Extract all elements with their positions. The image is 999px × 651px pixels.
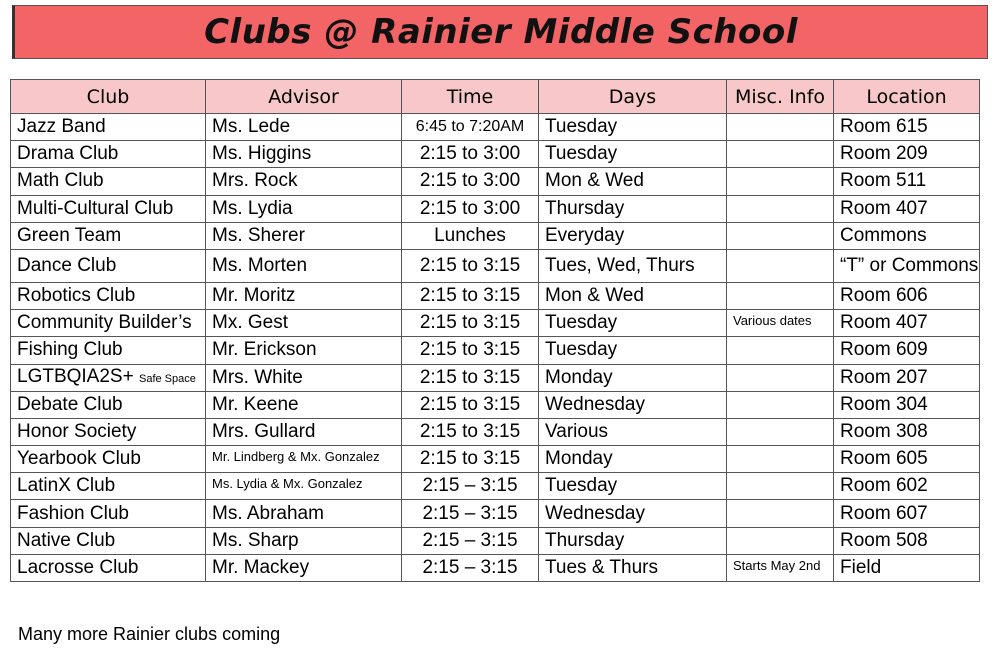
club-cell bbox=[11, 141, 206, 168]
table-row bbox=[11, 195, 980, 222]
advisor-cell bbox=[206, 391, 402, 418]
days-cell bbox=[539, 249, 727, 282]
misc-cell bbox=[727, 249, 834, 282]
advisor-cell bbox=[206, 418, 402, 445]
table-row bbox=[11, 418, 980, 445]
days-cell-text: Everyday bbox=[545, 224, 625, 246]
advisor-cell-text: Ms. Lede bbox=[212, 116, 291, 138]
club-cell bbox=[11, 310, 206, 337]
days-cell bbox=[539, 500, 727, 527]
advisor-cell bbox=[206, 337, 402, 364]
days-cell bbox=[539, 310, 727, 337]
days-cell-text: Monday bbox=[545, 448, 613, 470]
location-cell bbox=[834, 418, 980, 445]
days-cell-text: Mon & Wed bbox=[545, 285, 644, 307]
misc-cell-text: Various dates bbox=[733, 313, 812, 329]
club-cell-text: LatinX Club bbox=[17, 475, 116, 497]
header-row bbox=[11, 80, 980, 114]
time-cell bbox=[402, 249, 539, 282]
club-cell bbox=[11, 222, 206, 249]
club-cell-text: Jazz Band bbox=[17, 116, 106, 138]
advisor-cell bbox=[206, 554, 402, 581]
advisor-cell-text: Ms. Abraham bbox=[212, 502, 324, 524]
misc-cell bbox=[727, 114, 834, 141]
days-cell bbox=[539, 473, 727, 500]
location-cell bbox=[834, 114, 980, 141]
days-cell-text: Thursday bbox=[545, 529, 625, 551]
location-cell bbox=[834, 310, 980, 337]
advisor-cell-text: Mx. Gest bbox=[212, 312, 289, 334]
location-cell bbox=[834, 168, 980, 195]
advisor-cell bbox=[206, 195, 402, 222]
location-cell bbox=[834, 337, 980, 364]
time-cell-text: 2:15 to 3:15 bbox=[419, 420, 521, 442]
table-row bbox=[11, 222, 980, 249]
time-cell-text: Lunches bbox=[434, 224, 506, 246]
days-cell bbox=[539, 418, 727, 445]
time-cell bbox=[402, 446, 539, 473]
time-cell bbox=[402, 195, 539, 222]
column-header-club: Club bbox=[11, 80, 206, 114]
footer-note: Many more Rainier clubs coming bbox=[18, 624, 281, 644]
misc-cell bbox=[727, 364, 834, 391]
location-cell bbox=[834, 391, 980, 418]
advisor-cell-text: Mr. Moritz bbox=[212, 285, 296, 307]
days-cell-text: Tuesday bbox=[545, 475, 618, 497]
table-row bbox=[11, 141, 980, 168]
misc-cell bbox=[727, 310, 834, 337]
misc-cell bbox=[727, 473, 834, 500]
misc-cell bbox=[727, 141, 834, 168]
location-cell-text: Room 602 bbox=[840, 475, 928, 497]
advisor-cell-text: Ms. Morten bbox=[212, 254, 308, 276]
time-cell-text: 2:15 to 3:00 bbox=[419, 197, 521, 219]
location-cell-text: Room 511 bbox=[840, 170, 927, 192]
club-cell-text: Robotics Club bbox=[17, 285, 136, 307]
days-cell bbox=[539, 168, 727, 195]
table-row bbox=[11, 500, 980, 527]
location-cell-text: “T” or Commons bbox=[840, 254, 979, 276]
location-cell bbox=[834, 282, 980, 309]
time-cell-text: 2:15 – 3:15 bbox=[422, 475, 518, 497]
location-cell-text: Room 508 bbox=[840, 529, 928, 551]
days-cell-text: Monday bbox=[545, 366, 613, 388]
club-cell-text: Community Builder’s bbox=[17, 312, 192, 334]
advisor-cell bbox=[206, 141, 402, 168]
location-cell-text: Room 207 bbox=[840, 366, 928, 388]
club-cell-text: Green Team bbox=[17, 224, 122, 246]
misc-cell bbox=[727, 337, 834, 364]
days-cell-text: Tues, Wed, Thurs bbox=[545, 254, 695, 276]
days-cell bbox=[539, 364, 727, 391]
location-cell-text: Room 605 bbox=[840, 448, 928, 470]
advisor-cell-text: Mrs. White bbox=[212, 366, 303, 388]
time-cell bbox=[402, 391, 539, 418]
advisor-cell-text: Mrs. Rock bbox=[212, 170, 298, 192]
time-cell bbox=[402, 364, 539, 391]
location-cell bbox=[834, 500, 980, 527]
location-cell bbox=[834, 554, 980, 581]
location-cell-text: Room 607 bbox=[840, 502, 928, 524]
column-header-days: Days bbox=[539, 80, 727, 114]
location-cell-text: Room 308 bbox=[840, 420, 928, 442]
time-cell bbox=[402, 418, 539, 445]
location-cell-text: Commons bbox=[840, 224, 927, 246]
days-cell bbox=[539, 337, 727, 364]
advisor-cell bbox=[206, 500, 402, 527]
column-header-time: Time bbox=[402, 80, 539, 114]
misc-cell bbox=[727, 391, 834, 418]
table-row bbox=[11, 282, 980, 309]
misc-cell bbox=[727, 195, 834, 222]
club-cell-text: Math Club bbox=[17, 170, 104, 192]
club-cell-text: Drama Club bbox=[17, 143, 119, 165]
advisor-cell bbox=[206, 446, 402, 473]
days-cell bbox=[539, 222, 727, 249]
club-cell-text: Lacrosse Club bbox=[17, 556, 139, 578]
club-tag: Safe Space bbox=[138, 372, 196, 385]
club-cell bbox=[11, 195, 206, 222]
club-cell bbox=[11, 282, 206, 309]
advisor-cell bbox=[206, 249, 402, 282]
days-cell-text: Tuesday bbox=[545, 116, 618, 138]
club-cell bbox=[11, 391, 206, 418]
misc-cell-text: Starts May 2nd bbox=[733, 557, 821, 573]
location-cell-text: Room 407 bbox=[840, 312, 928, 334]
misc-cell bbox=[727, 282, 834, 309]
time-cell bbox=[402, 473, 539, 500]
time-cell bbox=[402, 168, 539, 195]
club-cell-text: Fashion Club bbox=[17, 502, 129, 524]
misc-cell bbox=[727, 554, 834, 581]
club-cell-text: Honor Society bbox=[17, 420, 137, 442]
misc-cell bbox=[727, 222, 834, 249]
clubs-table bbox=[10, 79, 980, 582]
location-cell bbox=[834, 446, 980, 473]
time-cell bbox=[402, 114, 539, 141]
advisor-cell bbox=[206, 473, 402, 500]
days-cell bbox=[539, 114, 727, 141]
time-cell bbox=[402, 282, 539, 309]
misc-cell bbox=[727, 500, 834, 527]
location-cell-text: Room 407 bbox=[840, 197, 928, 219]
table-row bbox=[11, 249, 980, 282]
time-cell bbox=[402, 554, 539, 581]
days-cell-text: Thursday bbox=[545, 197, 625, 219]
days-cell bbox=[539, 391, 727, 418]
advisor-cell bbox=[206, 282, 402, 309]
advisor-cell-text: Ms. Higgins bbox=[212, 143, 312, 165]
time-cell-text: 2:15 to 3:15 bbox=[419, 448, 521, 470]
days-cell-text: Mon & Wed bbox=[545, 170, 644, 192]
time-cell bbox=[402, 141, 539, 168]
advisor-cell-text: Mrs. Gullard bbox=[212, 420, 316, 442]
club-cell bbox=[11, 114, 206, 141]
advisor-cell-text: Mr. Erickson bbox=[212, 339, 317, 361]
location-cell bbox=[834, 195, 980, 222]
advisor-cell bbox=[206, 527, 402, 554]
days-cell-text: Tuesday bbox=[545, 312, 618, 334]
club-cell bbox=[11, 249, 206, 282]
club-cell bbox=[11, 418, 206, 445]
advisor-cell bbox=[206, 364, 402, 391]
days-cell-text: Tuesday bbox=[545, 339, 618, 361]
time-cell bbox=[402, 222, 539, 249]
page-title: Clubs @ Rainier Middle School bbox=[204, 12, 798, 52]
days-cell bbox=[539, 141, 727, 168]
location-cell-text: Room 209 bbox=[840, 143, 928, 165]
location-cell bbox=[834, 473, 980, 500]
location-cell-text: Room 609 bbox=[840, 339, 928, 361]
table-row bbox=[11, 310, 980, 337]
club-cell bbox=[11, 446, 206, 473]
time-cell-text: 2:15 to 3:15 bbox=[419, 339, 521, 361]
advisor-cell-text: Mr. Mackey bbox=[212, 556, 310, 578]
column-header-location: Location bbox=[834, 80, 980, 114]
club-cell-text: Fishing Club bbox=[17, 339, 123, 361]
club-cell bbox=[11, 337, 206, 364]
time-cell bbox=[402, 500, 539, 527]
club-cell-text: Multi-Cultural Club bbox=[17, 197, 174, 219]
time-cell bbox=[402, 527, 539, 554]
time-cell-text: 2:15 to 3:00 bbox=[419, 170, 521, 192]
time-cell-text: 2:15 to 3:15 bbox=[419, 254, 521, 276]
location-cell bbox=[834, 222, 980, 249]
club-cell bbox=[11, 500, 206, 527]
days-cell bbox=[539, 554, 727, 581]
days-cell bbox=[539, 195, 727, 222]
advisor-cell bbox=[206, 222, 402, 249]
table-row bbox=[11, 554, 980, 581]
club-cell-text: Native Club bbox=[17, 529, 116, 551]
column-header-advisor: Advisor bbox=[206, 80, 402, 114]
club-cell-text: Debate Club bbox=[17, 393, 123, 415]
misc-cell bbox=[727, 446, 834, 473]
advisor-cell-text: Ms. Lydia bbox=[212, 197, 293, 219]
misc-cell bbox=[727, 527, 834, 554]
location-cell bbox=[834, 364, 980, 391]
time-cell-text: 2:15 to 3:15 bbox=[419, 285, 521, 307]
location-cell bbox=[834, 249, 980, 282]
column-header-misc: Misc. Info bbox=[727, 80, 834, 114]
time-cell-text: 2:15 to 3:15 bbox=[419, 312, 521, 334]
misc-cell bbox=[727, 168, 834, 195]
advisor-cell-text: Mr. Lindberg & Mx. Gonzalez bbox=[212, 449, 380, 465]
location-cell bbox=[834, 527, 980, 554]
location-cell-text: Field bbox=[840, 556, 882, 578]
advisor-cell-text: Ms. Lydia & Mx. Gonzalez bbox=[212, 476, 363, 492]
time-cell-text: 2:15 – 3:15 bbox=[422, 556, 518, 578]
misc-cell bbox=[727, 418, 834, 445]
days-cell-text: Wednesday bbox=[545, 393, 645, 415]
club-cell bbox=[11, 168, 206, 195]
days-cell bbox=[539, 446, 727, 473]
time-cell-text: 6:45 to 7:20AM bbox=[415, 118, 525, 136]
table-row bbox=[11, 391, 980, 418]
table-row bbox=[11, 527, 980, 554]
club-cell bbox=[11, 473, 206, 500]
advisor-cell bbox=[206, 168, 402, 195]
club-cell bbox=[11, 364, 206, 391]
time-cell-text: 2:15 – 3:15 bbox=[422, 529, 518, 551]
days-cell-text: Tuesday bbox=[545, 143, 618, 165]
table-row bbox=[11, 168, 980, 195]
days-cell bbox=[539, 527, 727, 554]
club-cell-text: Yearbook Club bbox=[17, 448, 141, 470]
advisor-cell-text: Ms. Sherer bbox=[212, 224, 305, 246]
location-cell-text: Room 615 bbox=[840, 116, 928, 138]
time-cell-text: 2:15 – 3:15 bbox=[422, 502, 518, 524]
days-cell-text: Various bbox=[545, 420, 609, 442]
table-row bbox=[11, 364, 980, 391]
table-row bbox=[11, 114, 980, 141]
advisor-cell bbox=[206, 114, 402, 141]
days-cell-text: Tues & Thurs bbox=[545, 556, 658, 578]
advisor-cell bbox=[206, 310, 402, 337]
club-cell bbox=[11, 554, 206, 581]
time-cell-text: 2:15 to 3:15 bbox=[419, 366, 521, 388]
club-cell-text: Dance Club bbox=[17, 254, 117, 276]
days-cell-text: Wednesday bbox=[545, 502, 645, 524]
days-cell bbox=[539, 282, 727, 309]
location-cell-text: Room 606 bbox=[840, 285, 928, 307]
table-row bbox=[11, 446, 980, 473]
time-cell-text: 2:15 to 3:15 bbox=[419, 393, 521, 415]
advisor-cell-text: Ms. Sharp bbox=[212, 529, 299, 551]
title-banner bbox=[12, 5, 988, 59]
location-cell-text: Room 304 bbox=[840, 393, 928, 415]
table-row bbox=[11, 473, 980, 500]
club-cell-text: LGTBQIA2S+ bbox=[17, 365, 134, 387]
advisor-cell-text: Mr. Keene bbox=[212, 393, 299, 415]
time-cell bbox=[402, 310, 539, 337]
table-row bbox=[11, 337, 980, 364]
time-cell-text: 2:15 to 3:00 bbox=[419, 143, 521, 165]
club-cell bbox=[11, 527, 206, 554]
location-cell bbox=[834, 141, 980, 168]
time-cell bbox=[402, 337, 539, 364]
